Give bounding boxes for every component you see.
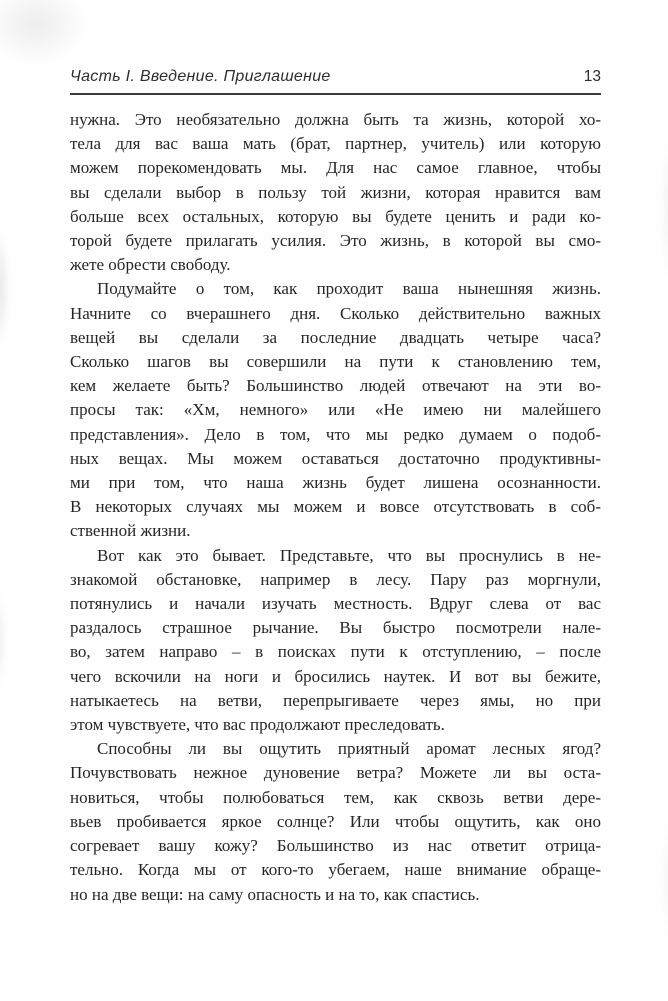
text-line: новиться, чтобы полюбоваться тем, как сквозь ветви дере- [70,787,601,807]
text-line: ственной жизни. [70,521,191,541]
paragraph [70,108,601,277]
text-line: нужна. Это необязательно должна быть та жизнь, которой хо- [70,110,601,129]
text-line: Вот как это бывает. Представьте, что вы проснулись в не- [97,545,601,565]
paragraph [70,544,601,738]
text-line: раздалось страшное рычание. Вы быстро посмотрели нале- [70,618,601,638]
text-line: но на две вещи: на саму опасность и на то, как спастись. [70,884,480,904]
text-line: можем порекомендовать мы. Для нас самое главное, чтобы [70,158,601,178]
text-line: представления». Дело в том, что мы редко думаем о подоб- [70,424,601,444]
text-line: знакомой обстановке, например в лесу. Пару раз моргнули, [70,569,601,589]
text-line: Почувствовать нежное дуновение ветра? Можете ли вы оста- [70,763,601,783]
text-line: торой будете прилагать усилия. Это жизнь, в которой вы смо- [70,231,601,251]
chapter-title: Часть I. Введение. Приглашение [70,68,331,85]
text-line: потянулись и начали изучать местность. Вдруг слева от вас [70,594,601,614]
text-line: согревает вашу кожу? Большинство из нас ответит отрица- [70,836,601,856]
paragraph [70,737,601,906]
text-line: этом чувствуете, что вас продолжают преследовать. [70,715,445,735]
text-line: тела для вас ваша мать (брат, партнер, учитель) или которую [70,134,601,154]
text-line: вьев пробивается яркое солнце? Или чтобы ощутить, как оно [70,811,601,831]
text-line: В некоторых случаях мы можем и вовсе отсутствовать в соб- [70,497,601,517]
text-line: чего вскочили на ноги и бросились наутек. И вот вы бежите, [70,666,601,686]
paragraph [70,277,601,543]
text-line: во, затем направо – в поисках пути к отступлению, – после [70,642,601,662]
text-line: Подумайте о том, как проходит ваша нынешняя жизнь. [97,279,601,299]
text-line: тельно. Когда мы от кого-то убегаем, наше внимание обраще- [70,860,601,880]
running-header [70,68,601,95]
text-line: натыкаетесь на ветви, перепрыгиваете через ямы, но при [70,690,601,710]
text-line: жете обрести свободу. [70,255,231,275]
text-line: ми при том, что наша жизнь будет лишена осознанности. [70,473,601,493]
text-line: Способны ли вы ощутить приятный аромат лесных ягод? [97,739,601,759]
text-line: больше всех остальных, которую вы будете ценить и ради ко- [70,206,601,226]
body-text [70,108,601,907]
text-line: ных вещах. Мы можем оставаться достаточно продуктивны- [70,448,601,468]
page-number: 13 [583,68,601,85]
text-line: Начните со вчерашнего дня. Сколько действительно важных [70,303,601,323]
text-line: вещей вы сделали за последние двадцать четыре часа? [70,327,601,347]
text-line: вы сделали выбор в пользу той жизни, которая нравится вам [70,182,601,202]
text-line: Сколько шагов вы совершили на пути к становлению тем, [70,352,601,372]
text-line: кем желаете быть? Большинство людей отвечают на эти во- [70,376,601,396]
text-line: просы так: «Хм, немного» или «Не имею ни малейшего [70,400,601,420]
